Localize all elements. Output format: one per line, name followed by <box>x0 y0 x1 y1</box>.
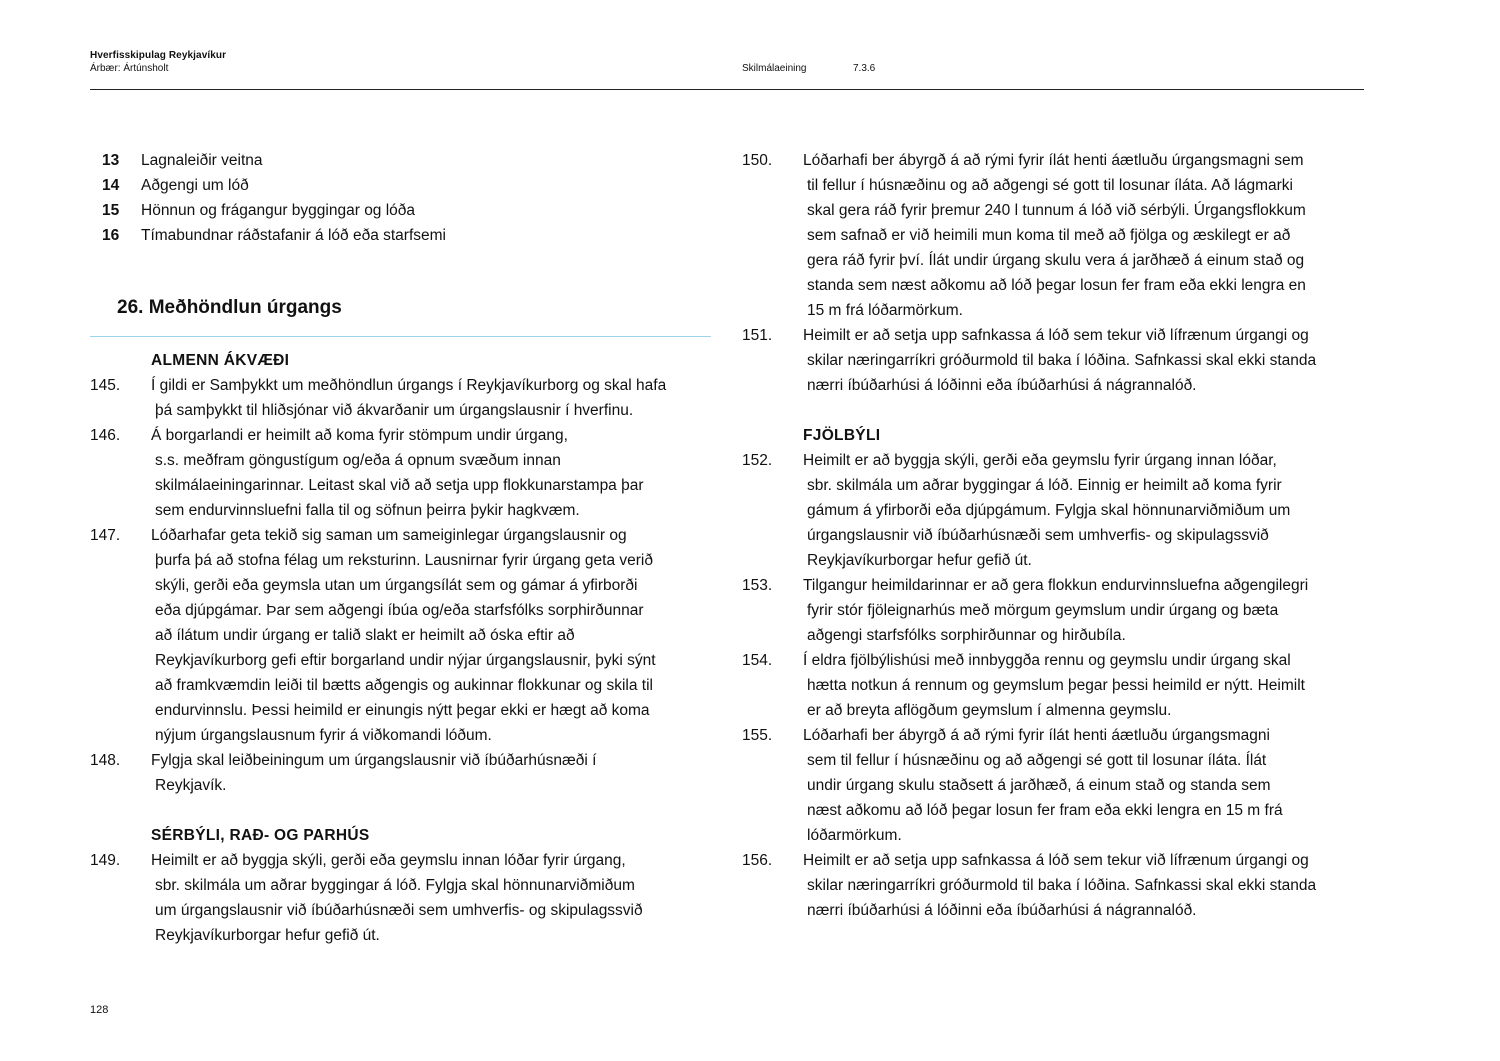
topic-label: Hönnun og frágangur byggingar og lóða <box>141 202 416 219</box>
paragraph-line: Heimilt er að setja upp safnkassa á lóð sem tekur við lífrænum úrgangi og <box>803 852 1309 869</box>
section-heading: 26. Meðhöndlun úrgangs <box>117 297 342 318</box>
topic-label: Tímabundnar ráðstafanir á lóð eða starfsemi <box>141 227 446 244</box>
document-title: Hverfisskipulag Reykjavíkur <box>90 50 227 61</box>
paragraph-line: skilar næringarríkri gróðurmold til baka í lóðina. Safnkassi skal ekki standa <box>807 877 1317 894</box>
paragraph-line: Reykjavík. <box>155 777 227 794</box>
paragraph-line: s.s. meðfram göngustígum og/eða á opnum svæðum innan <box>155 452 561 469</box>
subheading-apartment-buildings: FJÖLBÝLI <box>803 427 881 444</box>
topic-item <box>90 198 690 223</box>
paragraph-line: Reykjavíkurborgar hefur gefið út. <box>155 927 380 944</box>
paragraph-149 <box>90 848 710 948</box>
paragraph-line: nærri íbúðarhúsi á lóðinni eða íbúðarhúsi á nágrannalóð. <box>807 377 1197 394</box>
paragraph-152 <box>742 448 1364 573</box>
page-number: 128 <box>90 1004 109 1016</box>
topic-number: 13 <box>102 152 120 169</box>
paragraph-number: 148. <box>90 752 121 769</box>
paragraph-line: skal gera ráð fyrir þremur 240 l tunnum á lóð við sérbýli. Úrgangsflokkum <box>807 202 1306 219</box>
topic-label: Lagnaleiðir veitna <box>141 152 263 169</box>
paragraph-155 <box>742 723 1364 848</box>
paragraph-line: lóðarmörkum. <box>807 827 902 844</box>
paragraph-number: 152. <box>742 452 773 469</box>
paragraph-line: Heimilt er að setja upp safnkassa á lóð sem tekur við lífrænum úrgangi og <box>803 327 1309 344</box>
paragraph-line: hætta notkun á rennum og geymslum þegar þessi heimild er nýtt. Heimilt <box>807 677 1305 694</box>
paragraph-number: 156. <box>742 852 773 869</box>
paragraph-line: sbr. skilmála um aðrar byggingar á lóð. Fylgja skal hönnunarviðmiðum <box>155 877 635 894</box>
paragraph-line: Lóðarhafi ber ábyrgð á að rými fyrir ílát henti áætluðu úrgangsmagni sem <box>803 152 1304 169</box>
left-column <box>90 348 710 948</box>
paragraph-line: að ílátum undir úrgang er talið slakt er heimilt að óska eftir að <box>155 627 575 644</box>
paragraph-line: úrgangslausnir við íbúðarhúsnæði sem umhverfis- og skipulagssvið <box>807 527 1269 544</box>
paragraph-line: Á borgarlandi er heimilt að koma fyrir stömpum undir úrgang, <box>151 427 568 444</box>
paragraph-line: Tilgangur heimildarinnar er að gera flokkun endurvinnsluefna aðgengilegri <box>803 577 1309 594</box>
paragraph-line: sem til fellur í húsnæðinu og að aðgengi sé gott til losunar íláta. Ílát <box>807 752 1267 769</box>
paragraph-number: 150. <box>742 152 773 169</box>
paragraph-154 <box>742 648 1364 723</box>
paragraph-line: Reykjavíkurborg gefi eftir borgarland undir nýjar úrgangslausnir, þyki sýnt <box>155 652 656 669</box>
paragraph-line: um úrgangslausnir við íbúðarhúsnæði sem umhverfis- og skipulagssvið <box>155 902 643 919</box>
paragraph-line: Í eldra fjölbýlishúsi með innbyggða rennu og geymslu undir úrgang skal <box>803 652 1291 669</box>
paragraph-line: Í gildi er Samþykkt um meðhöndlun úrgangs í Reykjavíkurborg og skal hafa <box>151 377 667 394</box>
topic-number: 15 <box>102 202 120 219</box>
paragraph-148 <box>90 748 710 798</box>
paragraph-line: 15 m frá lóðarmörkum. <box>807 302 963 319</box>
paragraph-line: nýjum úrgangslausnum fyrir á viðkomandi lóðum. <box>155 727 492 744</box>
section-label: Skilmálaeining <box>742 63 807 74</box>
paragraph-number: 149. <box>90 852 121 869</box>
paragraph-153 <box>742 573 1364 648</box>
topic-number: 14 <box>102 177 120 194</box>
paragraph-line: fyrir stór fjöleignarhús með mörgum geymslum undir úrgang og bæta <box>807 602 1279 619</box>
subheading-detached-housing: SÉRBÝLI, RAÐ- OG PARHÚS <box>151 827 370 844</box>
section-number: 7.3.6 <box>853 63 876 74</box>
topic-label: Aðgengi um lóð <box>141 177 249 194</box>
right-column <box>742 148 1364 923</box>
paragraph-line: Lóðarhafi ber ábyrgð á að rými fyrir ílát henti áætluðu úrgangsmagni <box>803 727 1270 744</box>
paragraph-151 <box>742 323 1364 398</box>
paragraph-number: 147. <box>90 527 121 544</box>
paragraph-146 <box>90 423 710 523</box>
paragraph-150 <box>742 148 1364 323</box>
paragraph-line: gámum á yfirborði eða djúpgámum. Fylgja skal hönnunarviðmiðum um <box>807 502 1291 519</box>
paragraph-147 <box>90 523 710 748</box>
paragraph-line: nærri íbúðarhúsi á lóðinni eða íbúðarhúsi á nágrannalóð. <box>807 902 1197 919</box>
topic-number: 16 <box>102 227 120 244</box>
paragraph-line: endurvinnslu. Þessi heimild er einungis nýtt þegar ekki er hægt að koma <box>155 702 650 719</box>
paragraph-line: sem endurvinnsluefni falla til og söfnun þeirra þykir hagkvæm. <box>155 502 580 519</box>
paragraph-number: 155. <box>742 727 773 744</box>
paragraph-line: að framkvæmdin leiði til bætts aðgengis og aukinnar flokkunar og skila til <box>155 677 653 694</box>
section-divider <box>90 336 711 337</box>
paragraph-156 <box>742 848 1364 923</box>
topic-list <box>90 148 690 248</box>
subheading-general: ALMENN ÁKVÆÐI <box>151 352 290 369</box>
paragraph-line: er að breyta aflögðum geymslum í almenna geymslu. <box>807 702 1172 719</box>
paragraph-line: Reykjavíkurborgar hefur gefið út. <box>807 552 1032 569</box>
paragraph-line: sem safnað er við heimili mun koma til með að fjölga og æskilegt er að <box>807 227 1291 244</box>
paragraph-line: Lóðarhafar geta tekið sig saman um sameiginlegar úrgangslausnir og <box>151 527 627 544</box>
header-divider <box>90 89 1364 90</box>
paragraph-number: 154. <box>742 652 773 669</box>
paragraph-line: Fylgja skal leiðbeiningum um úrgangslausnir við íbúðarhúsnæði í <box>151 752 597 769</box>
topic-item <box>90 148 690 173</box>
paragraph-line: næst aðkomu að lóð þegar losun fer fram eða ekki lengra en 15 m frá <box>807 802 1283 819</box>
paragraph-number: 151. <box>742 327 773 344</box>
paragraph-line: skýli, gerði eða geymsla utan um úrgangsílát sem og gámar á yfirborði <box>155 577 638 594</box>
paragraph-line: skilar næringarríkri gróðurmold til baka í lóðina. Safnkassi skal ekki standa <box>807 352 1317 369</box>
paragraph-line: þá samþykkt til hliðsjónar við ákvarðanir um úrgangslausnir í hverfinu. <box>155 402 634 419</box>
paragraph-line: þurfa þá að stofna félag um reksturinn. Lausnirnar fyrir úrgang geta verið <box>155 552 653 569</box>
paragraph-line: standa sem næst aðkomu að lóð þegar losun fer fram eða ekki lengra en <box>807 277 1306 294</box>
paragraph-line: til fellur í húsnæðinu og að aðgengi sé gott til losunar íláta. Að lágmarki <box>807 177 1293 194</box>
paragraph-number: 146. <box>90 427 121 444</box>
paragraph-number: 145. <box>90 377 121 394</box>
paragraph-145 <box>90 373 710 423</box>
topic-item <box>90 173 690 198</box>
paragraph-line: Heimilt er að byggja skýli, gerði eða geymslu fyrir úrgang innan lóðar, <box>803 452 1277 469</box>
paragraph-line: Heimilt er að byggja skýli, gerði eða geymslu innan lóðar fyrir úrgang, <box>151 852 626 869</box>
paragraph-line: sbr. skilmála um aðrar byggingar á lóð. Einnig er heimilt að koma fyrir <box>807 477 1282 494</box>
paragraph-line: eða djúpgámar. Þar sem aðgengi íbúa og/eða starfsfólks sorphirðunnar <box>155 602 644 619</box>
topic-item <box>90 223 690 248</box>
paragraph-line: aðgengi starfsfólks sorphirðunnar og hirðubíla. <box>807 627 1126 644</box>
paragraph-number: 153. <box>742 577 773 594</box>
paragraph-line: gera ráð fyrir því. Ílát undir úrgang skulu vera á jarðhæð á einum stað og <box>807 252 1305 269</box>
paragraph-line: skilmálaeiningarinnar. Leitast skal við að setja upp flokkunarstampa þar <box>155 477 644 494</box>
document-subtitle: Árbær: Ártúnsholt <box>90 63 169 74</box>
paragraph-line: undir úrgang skulu staðsett á jarðhæð, á einum stað og standa sem <box>807 777 1271 794</box>
